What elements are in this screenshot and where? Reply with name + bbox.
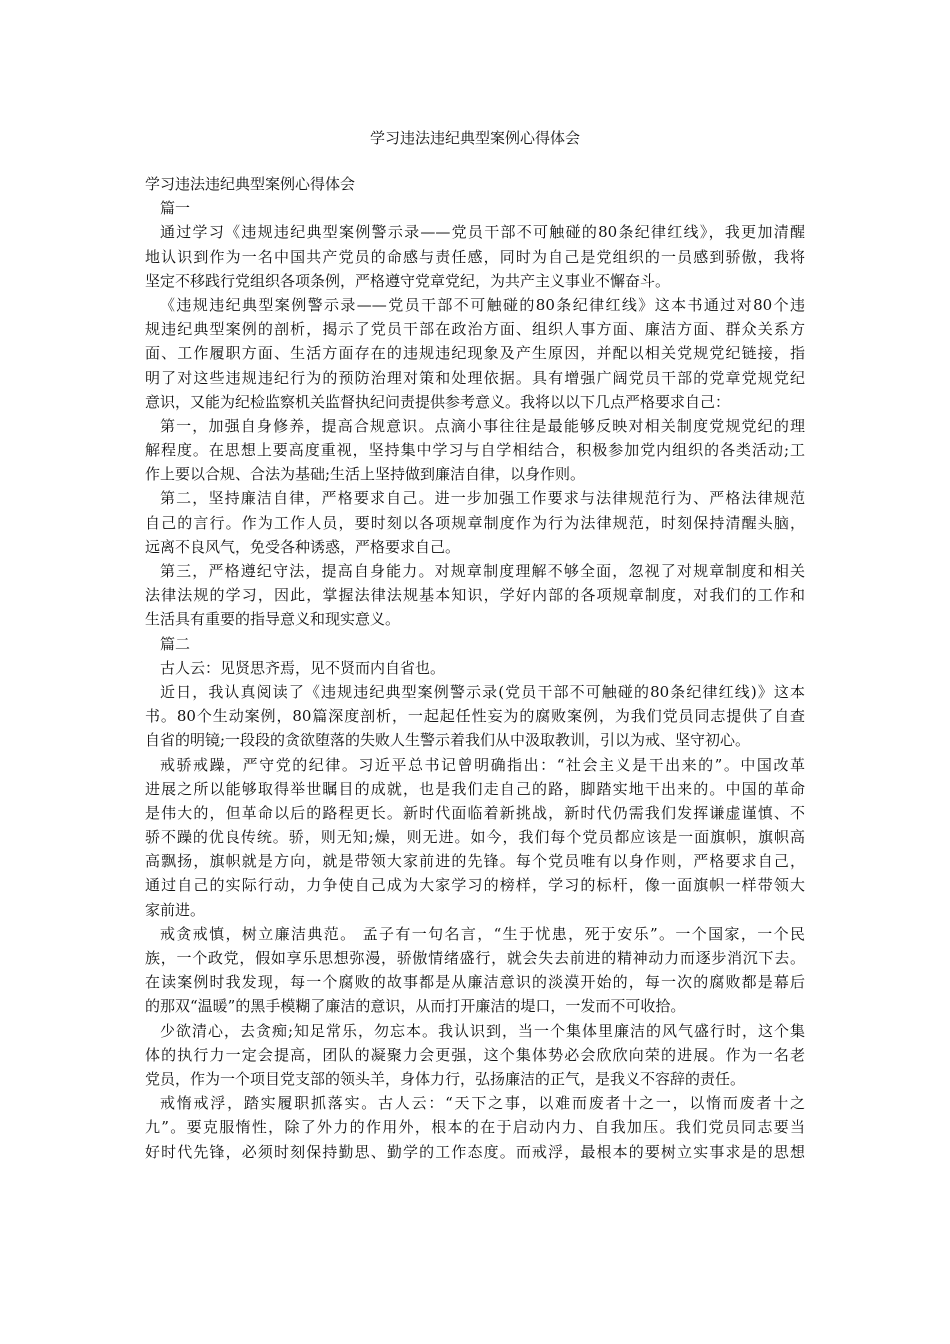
text-line: 九”。要克服惰性，除了外力的作用外，根本的在于启动内力、自我加压。我们党员同志要当 [145,1118,805,1137]
text-line: 古人云：见贤思齐焉，见不贤而内自省也。 [160,658,446,677]
text-line: 的那双“温暖”的黑手模糊了廉洁的意识，从而打开廉洁的堤口，一发而不可收拾。 [145,997,686,1016]
text-line: 篇二 [160,634,191,653]
text-line: 明了对这些违规违纪行为的预防治理对策和处理依据。具有增强广阔党员干部的党章党规党纪 [145,368,805,387]
text-line: 书。80个生动案例，80篇深度剖析，一起起任性妄为的腐败案例，为我们党员同志提供了自查 [145,707,805,726]
text-line: 家前进。 [145,900,206,919]
text-line: 意识，又能为纪检监察机关监督执纪问责提供参考意义。我将以以下几点严格要求自己： [145,392,731,411]
text-line: 规违纪典型案例的剖析，揭示了党员干部在政治方面、组织人事方面、廉洁方面、群众关系方 [145,320,805,339]
text-line: 戒惰戒浮，踏实履职抓落实。古人云：“天下之事，以难而废者十之一，以惰而废者十之 [160,1094,805,1113]
text-line: 好时代先锋，必须时刻保持勤思、勤学的工作态度。而戒浮，最根本的要树立实事求是的思想 [145,1142,805,1161]
document-title: 学习违法违纪典型案例心得体会 [369,129,580,147]
text-line: 面、工作履职方面、生活方面存在的违规违纪现象及产生原因，并配以相关党规党纪链接，指 [145,344,805,363]
text-line: 党员，作为一个项目党支部的领头羊，身体力行，弘扬廉洁的正气，是我义不容辞的责任。 [145,1069,746,1088]
text-line: 体的执行力一定会提高，团队的凝聚力会更强，这个集体势必会欣欣向荣的进展。作为一名老 [145,1045,805,1064]
text-line: 地认识到作为一名中国共产党员的命感与责任感，同时为自己是党组织的一员感到骄傲，我将 [145,247,805,266]
text-line: 在读案例时我发现，每一个腐败的故事都是从廉洁意识的淡漠开始的，每一次的腐败都是幕后 [145,973,805,992]
text-line: 骄不躁的优良传统。骄，则无知;燥，则无进。如今，我们每个党员都应该是一面旗帜，旗帜高 [145,828,805,847]
text-line: 戒骄戒躁，严守党的纪律。习近平总书记曾明确指出：“社会主义是干出来的”。中国改革 [160,755,805,774]
text-line: 解程度。在思想上要高度重视，坚持集中学习与自学相结合，积极参加党内组织的各类活动;工 [145,441,805,460]
document-body [145,172,805,1164]
text-line: 高飘扬，旗帜就是方向，就是带领大家前进的先锋。每个党员唯有以身作则，严格要求自己， [145,852,805,871]
text-line: 少欲清心，去贪痴;知足常乐，勿忘本。我认识到，当一个集体里廉洁的风气盛行时，这个集 [160,1021,805,1040]
text-line: 远离不良风气，免受各种诱惑，严格要求自己。 [145,537,461,556]
text-line: 近日，我认真阅读了《违规违纪典型案例警示录(党员干部不可触碰的80条纪律红线)》这本 [160,682,805,701]
text-line: 是伟大的，但革命以后的路程更长。新时代面临着新挑战，新时代仍需我们发挥谦虚谨慎、不 [145,803,805,822]
text-line: 族，一个政党，假如享乐思想弥漫，骄傲情绪盛行，就会失去前进的精神动力而逐步消沉下去。 [145,949,805,967]
text-line: 自己的言行。作为工作人员，要时刻以各项规章制度作为行为法律规范，时刻保持清醒头脑， [145,513,805,532]
text-line: 学习违法违纪典型案例心得体会 [145,175,356,193]
text-line: 生活具有重要的指导意义和现实意义。 [145,610,401,629]
text-line: 篇一 [160,199,191,218]
text-line: 戒贪戒慎，树立廉洁典范。 孟子有一句名言，“生于忧患，死于安乐”。一个国家，一个民 [160,924,805,943]
text-line: 法律法规的学习，因此，掌握法律法规基本知识，学好内部的各项规章制度，对我们的工作和 [145,586,805,605]
text-line: 第三，严格遵纪守法，提高自身能力。对规章制度理解不够全面，忽视了对规章制度和相关 [160,562,805,580]
text-line: 第一，加强自身修养，提高合规意识。点滴小事往往是最能够反映对相关制度党规党纪的理 [160,416,805,435]
text-line: 《违规违纪典型案例警示录——党员干部不可触碰的80条纪律红线》这本书通过对80个违 [160,295,805,314]
text-line: 通过学习《违规违纪典型案例警示录——党员干部不可触碰的80条纪律红线》，我更加清醒 [160,223,805,242]
text-line: 作上要以合规、合法为基础;生活上坚持做到廉洁自律，以身作则。 [145,465,586,484]
text-line: 通过自己的实际行动，力争使自己成为大家学习的榜样，学习的标杆，像一面旗帜一样带领大 [145,876,805,895]
text-line: 坚定不移践行党组织各项条例，严格遵守党章党纪，为共产主义事业不懈奋斗。 [145,271,671,290]
text-line: 第二，坚持廉洁自律，严格要求自己。进一步加强工作要求与法律规范行为、严格法律规范 [160,489,805,508]
text-line: 自省的明镜;一段段的贪欲堕落的失败人生警示着我们从中汲取教训，引以为戒、坚守初心。 [145,731,751,750]
text-line: 进展之所以能够取得举世瞩目的成就，也是我们走自己的路，脚踏实地干出来的。中国的革命 [145,779,805,798]
